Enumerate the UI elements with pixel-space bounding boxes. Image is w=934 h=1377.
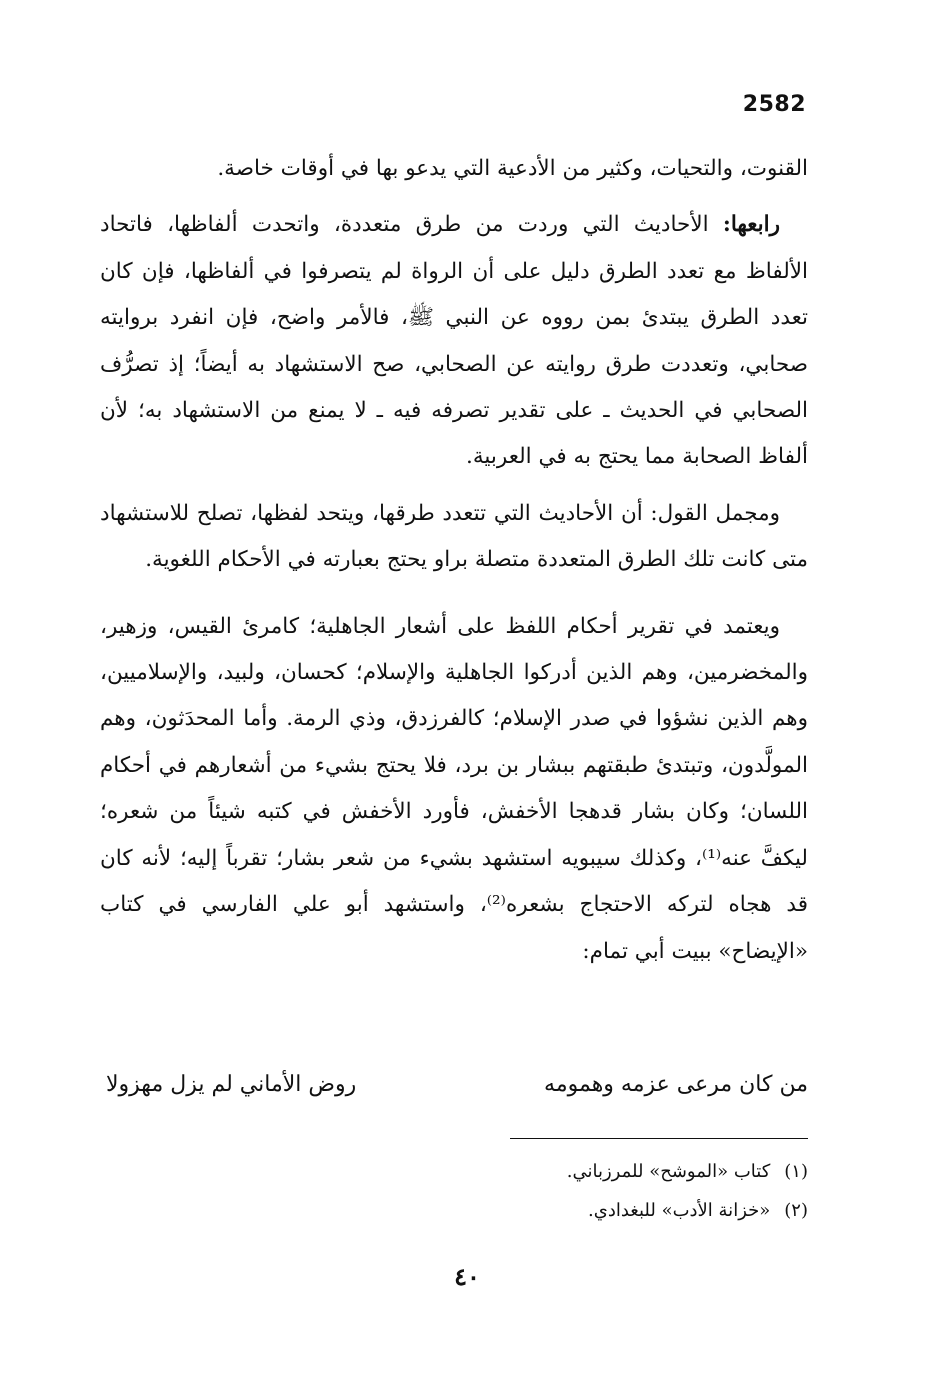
paragraph-2-label: رابعها:	[722, 212, 780, 238]
poem-first-hemistich: من كان مرعى عزمه وهمومه	[544, 1072, 808, 1097]
footnote-1-text: كتاب «الموشح» للمرزباني.	[566, 1161, 771, 1182]
footnote-2-text: «خزانة الأدب» للبغدادي.	[588, 1200, 771, 1221]
paragraph-1: القنوت، والتحيات، وكثير من الأدعية التي يدعو بها في أوقات خاصة.	[217, 156, 808, 181]
footnote-1-number: (١)	[784, 1161, 808, 1182]
main-text	[100, 146, 808, 975]
poem-verse	[100, 1072, 808, 1112]
paragraph-2-text: الأحاديث التي وردت من طرق متعددة، واتحدت ألفاظها، فاتحاد الألفاظ مع تعدد الطرق دليل على أن الرواة لم يتصرفوا في ألفاظها، فإن كان تعدد الطرق يبتدئ بمن رووه عن النبي ﷺ، فالأمر واضح، فإن انفرد بروايته صحابي، وتعددت طرق روايته عن الصحابي، صح الاستشهاد به أيضاً؛ إذ تصرُّف الصحابي في الحديث ـ على تقدير تصرفه فيه ـ لا يمنع من الاستشهاد به؛ لأن ألفاظ الصحابة مما يحتج به في العربية.	[100, 212, 808, 470]
page-id-header: 2582	[742, 92, 806, 117]
poem-second-hemistich: روض الأماني لم يزل مهزولا	[106, 1072, 357, 1097]
footnote-2	[100, 1191, 808, 1230]
footnote-2-number: (٢)	[784, 1200, 808, 1221]
footnote-divider	[510, 1138, 808, 1139]
paragraph-2	[100, 202, 808, 480]
page-number: ٤٠	[454, 1262, 480, 1291]
footnote-1	[100, 1152, 808, 1191]
paragraph-3: ومجمل القول: أن الأحاديث التي تتعدد طرقها، ويتحد لفظها، تصلح للاستشهاد متى كانت تلك الطرق المتعددة متصلة براو يحتج بعبارته في الأحكام اللغوية.	[100, 500, 808, 573]
footnotes	[100, 1152, 808, 1230]
paragraph-4: ويعتمد في تقرير أحكام اللفظ على أشعار الجاهلية؛ كامرئ القيس، وزهير، والمخضرمين، وهم الذين أدركوا الجاهلية والإسلام؛ كحسان، ولبيد، والإسلاميين، وهم الذين نشؤوا في صدر الإسلام؛ كالفرزدق، وذي الرمة. وأما المحدَثون، وهم المولَّدون، وتبتدئ طبقتهم ببشار بن برد، فلا يحتج بشيء من أشعارهم في أحكام اللسان؛ وكان بشار قدهجا الأخفش، فأورد الأخفش في كتبه شيئاً من شعره؛ ليكفَّ عنه⁽¹⁾، وكذلك سيبويه استشهد بشيء من شعر بشار؛ تقرباً إليه؛ لأنه كان قد هجاه لتركه الاحتجاج بشعره⁽²⁾، واستشهد أبو علي الفارسي في كتاب «الإيضاح» ببيت أبي تمام:	[100, 613, 808, 964]
